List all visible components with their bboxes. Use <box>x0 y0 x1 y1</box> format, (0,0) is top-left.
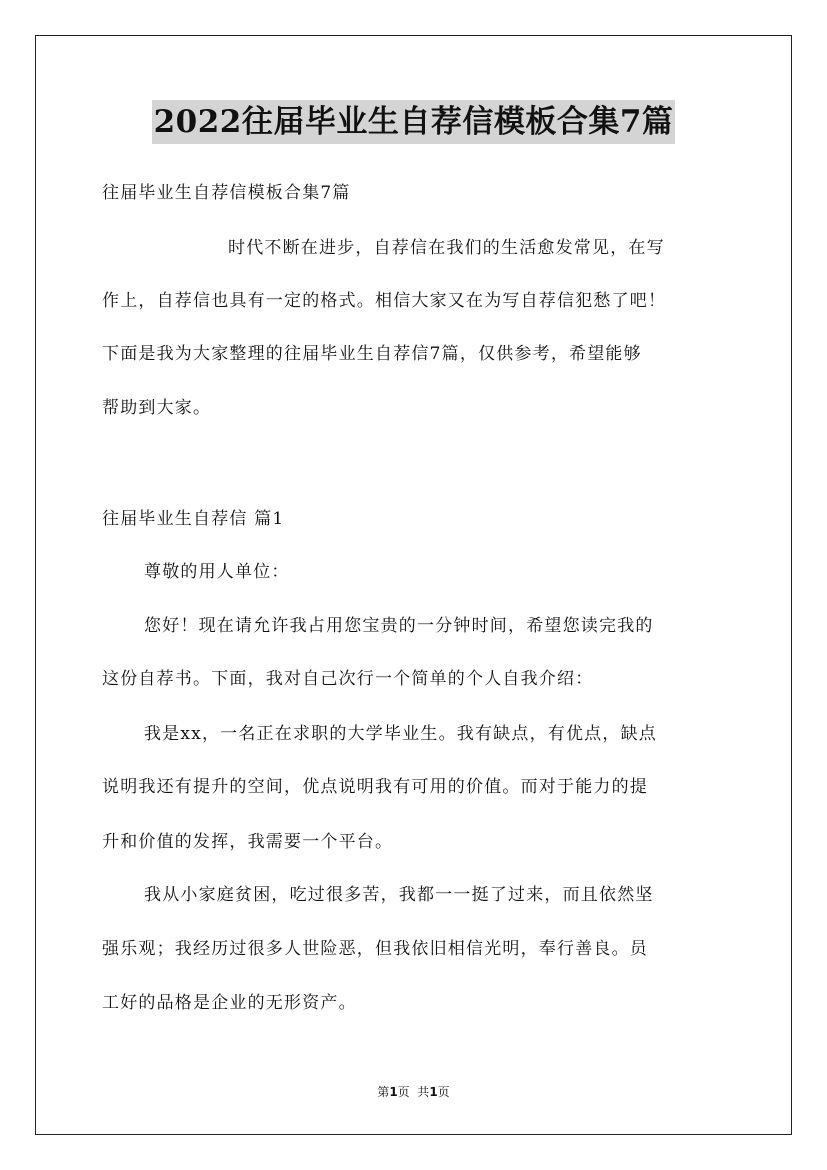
title-container <box>0 100 827 144</box>
page-footer <box>0 1083 827 1100</box>
body-line-2: 这份自荐书。下面，我对自己次行一个简单的个人自我介绍： <box>102 669 594 689</box>
footer-page-number: 1 <box>389 1085 398 1099</box>
salutation: 尊敬的用人单位： <box>144 562 290 582</box>
body-line-6: 我从小家庭贫困，吃过很多苦，我都一一挺了过来，而且依然坚 <box>144 885 654 905</box>
footer-page-mid: 页 共 <box>397 1085 430 1099</box>
intro-line-2: 作上，自荐信也具有一定的格式。相信大家又在为写自荐信犯愁了吧！ <box>102 291 667 311</box>
document-title: 2022往届毕业生自荐信模板合集7篇 <box>152 100 676 144</box>
document-subtitle: 往届毕业生自荐信模板合集7篇 <box>102 183 351 203</box>
intro-line-4: 帮助到大家。 <box>102 398 212 418</box>
body-line-5: 升和价值的发挥，我需要一个平台。 <box>102 832 394 852</box>
footer-page-prefix: 第 <box>377 1085 390 1099</box>
footer-page-total: 1 <box>429 1085 438 1099</box>
body-line-4: 说明我还有提升的空间，优点说明我有可用的价值。而对于能力的提 <box>102 777 648 797</box>
section-heading: 往届毕业生自荐信 篇1 <box>102 509 285 529</box>
intro-line-1: 时代不断在进步，自荐信在我们的生活愈发常见，在写 <box>228 238 665 258</box>
body-line-1: 您好！现在请允许我占用您宝贵的一分钟时间，希望您读完我的 <box>144 616 654 636</box>
body-line-8: 工好的品格是企业的无形资产。 <box>102 993 357 1013</box>
body-line-7: 强乐观；我经历过很多人世险恶，但我依旧相信光明，奉行善良。员 <box>102 939 648 959</box>
intro-line-3: 下面是我为大家整理的往届毕业生自荐信7篇，仅供参考，希望能够 <box>102 344 642 364</box>
footer-page-suffix: 页 <box>437 1085 450 1099</box>
body-line-3: 我是xx，一名正在求职的大学毕业生。我有缺点，有优点，缺点 <box>144 724 657 744</box>
